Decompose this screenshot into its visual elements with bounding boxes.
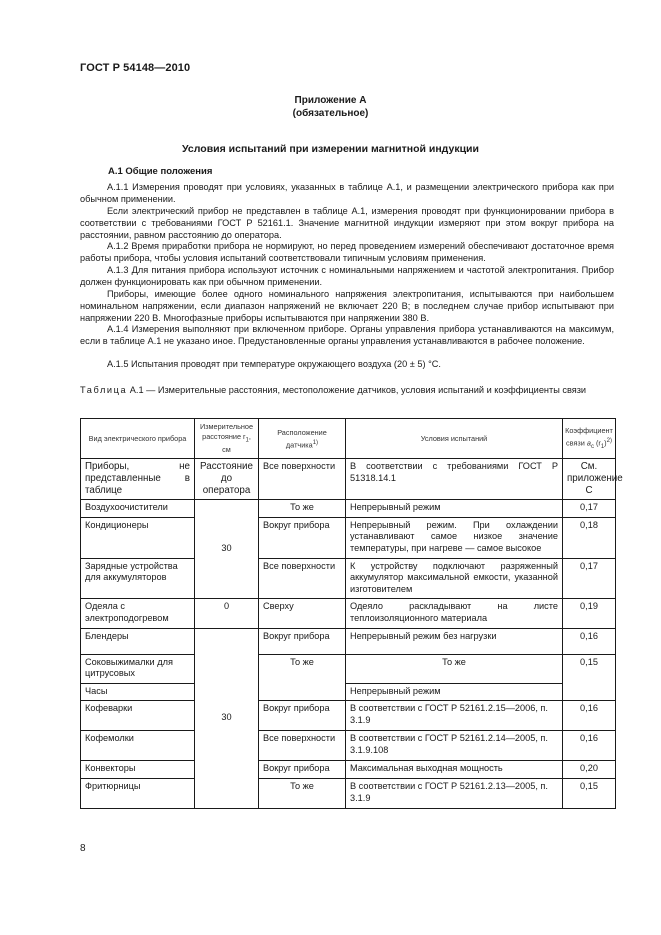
paragraph-a11-cont: Если электрический прибор не представлен в таблице А.1, измерения проводят при функционировании прибора в соответствии с требованиями ГОСТ Р 52161.1. Значение магнитной индукции измеряют при этом вокруг прибора на расстоянии, равном расстоянию до оператора. <box>80 206 614 240</box>
paragraph-a15: А.1.5 Испытания проводят при температуре окружающего воздуха (20 ± 5) °С. <box>107 359 441 369</box>
table-row: Конвекторы Вокруг прибора Максимальная выходная мощность 0,20 <box>81 761 616 779</box>
table-caption: Таблица А.1 — Измерительные расстояния, местоположение датчиков, условия испытаний и коэффициенты связи <box>80 385 587 395</box>
paragraph-a14: А.1.4 Измерения выполняют при включенном приборе. Органы управления прибора устанавливаются на максимум, если в таблице А.1 не указано иное. Предустановленные органы управления устанавливаются в рабочее положение. <box>80 324 614 346</box>
section-title: Условия испытаний при измерении магнитной индукции <box>182 143 479 155</box>
header-location: Расположение датчика$^{1)}$ <box>259 419 346 459</box>
table-row: Кофеварки Вокруг прибора В соответствии с ГОСТ Р 52161.2.15—2006, п. 3.1.9 0,16 <box>81 701 616 731</box>
table-row: Кофемолки Все поверхности В соответствии с ГОСТ Р 52161.2.14—2005, п. 3.1.9.108 0,16 <box>81 731 616 761</box>
conditions-table <box>80 418 623 809</box>
header-distance: Измерительное расстояние $r_1$, см <box>195 419 259 459</box>
document-code: ГОСТ Р 54148—2010 <box>80 62 191 74</box>
header-device: Вид электрического прибора <box>81 419 195 459</box>
table-row: Блендеры 30 Вокруг прибора Непрерывный режим без нагрузки 0,16 <box>81 628 616 654</box>
subsection-heading: А.1 Общие положения <box>108 166 213 177</box>
annex-heading <box>0 94 661 120</box>
table-row: Зарядные устройства для аккумуляторов Все поверхности К устройству подключают разряженный аккумулятор максимальной емкости, указанной изготовителем 0,17 <box>81 558 616 599</box>
paragraph-a11: А.1.1 Измерения проводят при условиях, указанных в таблице А.1, и размещении электрического прибора как при обычном применении. <box>80 182 614 204</box>
page-number: 8 <box>80 843 86 854</box>
table-row: Фритюрницы То же В соответствии с ГОСТ Р 52161.2.13—2005, п. 3.1.9 0,15 <box>81 778 616 808</box>
paragraph-a13-cont: Приборы, имеющие более одного номинального напряжения электропитания, испытываются при наибольшем номинальном напряжении, если диапазон напряжений не включает 220 В; в последнем случае прибор испытывают при напряжении 220 В. Многофазные приборы испытываются при напряжении 380 В. <box>80 289 614 323</box>
header-conditions: Условия испытаний <box>346 419 563 459</box>
table-row: Соковыжималки для цитрусовых То же То же 0,15 <box>81 654 616 683</box>
paragraph-a12: А.1.2 Время приработки прибора не нормируют, но перед проведением измерений обеспечивают достаточное время работы прибора, чтобы условия испытаний соответствовали типичным условиям применения. <box>80 241 614 263</box>
table-header-row <box>81 419 616 459</box>
paragraph-a13: А.1.3 Для питания прибора используют источник с номинальными напряжением и частотой электропитания. Прибор должен функционировать как при обычном применении. <box>80 265 614 287</box>
annex-subtitle: (обязательное) <box>292 108 369 119</box>
table-row: Часы Непрерывный режим <box>81 683 616 701</box>
annex-title: Приложение А <box>294 95 367 106</box>
table-row: Одеяла с электроподогревом 0 Сверху Одеяло раскладывают на листе теплоизоляционного материала 0,19 <box>81 599 616 628</box>
header-coefficient: Коэффициент связи $a_c$ $(r_1)^{2)}$ <box>563 419 616 459</box>
table-row: Воздухоочистители 30 То же Непрерывный режим 0,17 <box>81 500 616 518</box>
table-row: Кондиционеры Вокруг прибора Непрерывный режим. При охлаждении устанавливают самое низкое значение температуры, при нагреве — самое высокое 0,18 <box>81 517 616 558</box>
table-row: Приборы, не представленные в таблице Расстояние до оператора Все поверхности В соответствии с требованиями ГОСТ Р 51318.14.1 См. приложение С <box>81 459 616 500</box>
